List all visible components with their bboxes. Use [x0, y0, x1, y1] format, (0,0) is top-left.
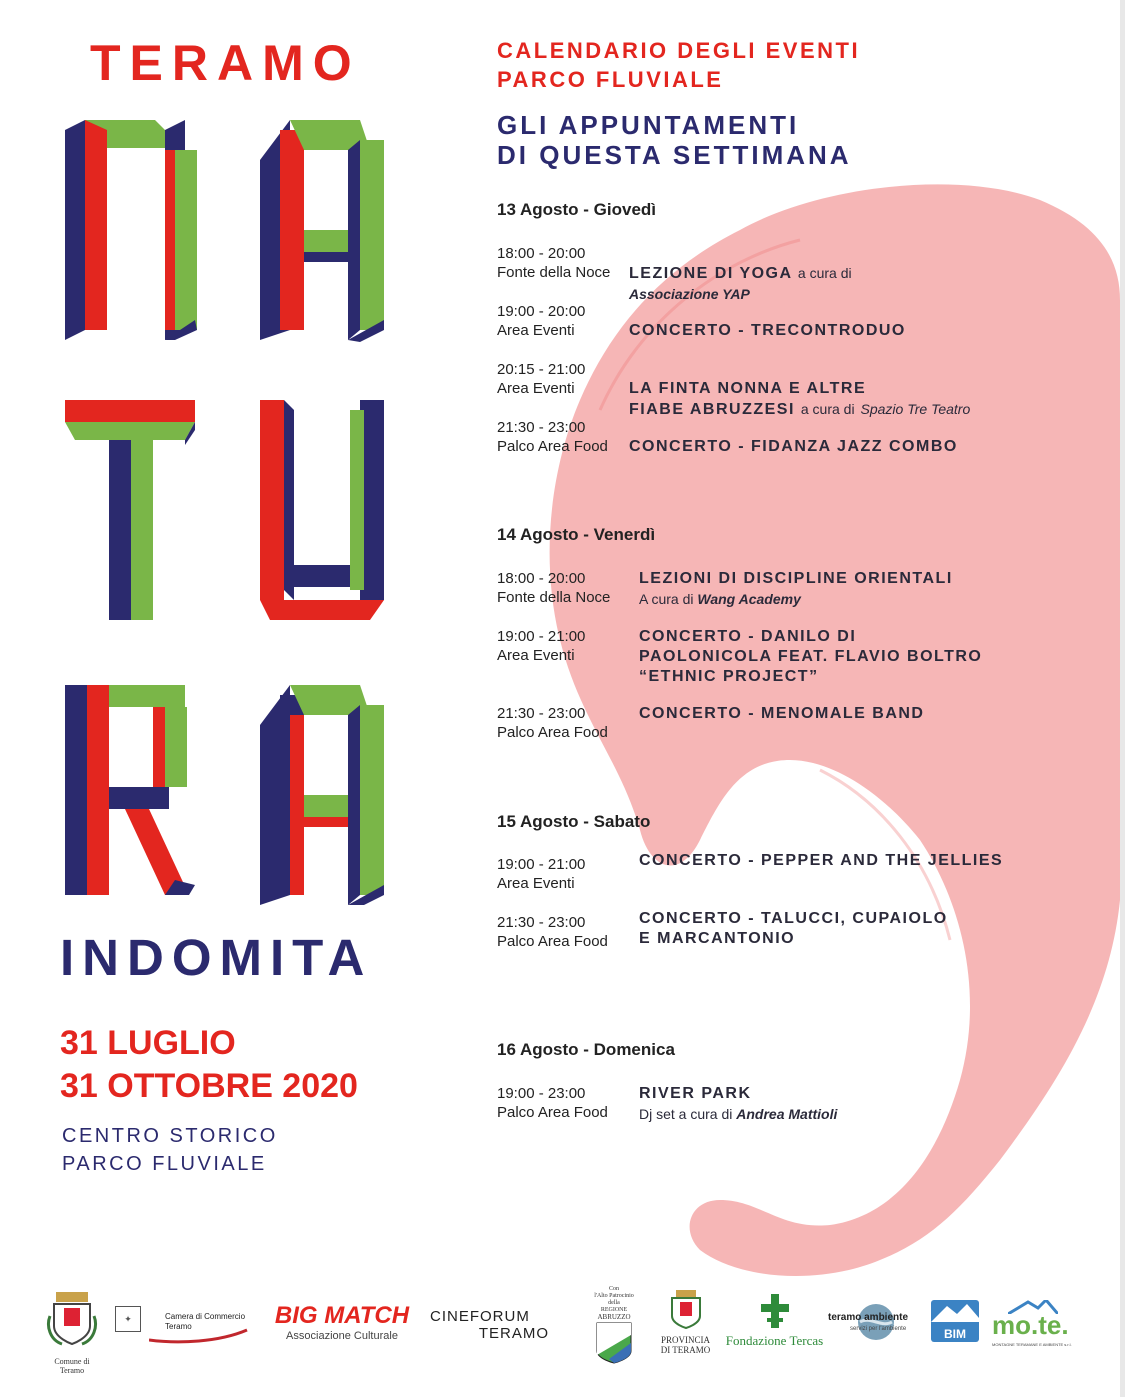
page-edge: [1120, 0, 1125, 1397]
provincia-logo: PROVINCIA DI TERAMO: [658, 1290, 713, 1365]
regione-abruzzo-logo: Con l'Alto Patrocinio della REGIONE ABRUZZO: [588, 1286, 640, 1366]
letter-r: [65, 685, 195, 895]
location-1: CENTRO STORICO: [62, 1125, 278, 1147]
event-time: 19:00 - 23:00 Palco Area Food: [497, 1085, 608, 1121]
calendar-title: CALENDARIO DEGLI EVENTI PARCO FLUVIALE: [497, 38, 861, 92]
event-time: 18:00 - 20:00 Fonte della Noce: [497, 570, 611, 606]
event-title: CONCERTO - TALUCCI, CUPAIOLO E MARCANTONIO: [639, 910, 948, 947]
festival-locations: [62, 1122, 278, 1178]
event-time: 21:30 - 23:00 Palco Area Food: [497, 705, 608, 741]
event-time: 20:15 - 21:00 Area Eventi: [497, 361, 586, 397]
event-title: LA FINTA NONNA E ALTRE FIABE ABRUZZESI a cura di Spazio Tre Teatro: [629, 380, 971, 418]
date-start: 31 LUGLIO: [60, 1024, 236, 1062]
provincia-crest-icon: [668, 1290, 704, 1330]
event-time: 18:00 - 20:00 Fonte della Noce: [497, 245, 611, 281]
mountain-icon: [931, 1300, 979, 1322]
city-title: TERAMO: [90, 35, 361, 91]
camera-commercio-logo: ✦ Camera di Commercio Teramo: [115, 1306, 250, 1346]
event-title: RIVER PARK Dj set a cura di Andrea Mattioli: [639, 1085, 838, 1122]
natura-title-letters: [60, 115, 410, 905]
event-title: CONCERTO - DANILO DI PAOLONICOLA FEAT. FLAVIO BOLTRO “ETHNIC PROJECT”: [639, 628, 983, 685]
event-title: CONCERTO - TRECONTRODUO: [629, 322, 906, 339]
day-heading-15: 15 Agosto - Sabato: [497, 812, 651, 831]
day-heading-16: 16 Agosto - Domenica: [497, 1040, 675, 1059]
letter-n: [65, 120, 197, 340]
date-end: 31 OTTOBRE 2020: [60, 1067, 358, 1105]
letter-u: [260, 400, 384, 620]
event-title: LEZIONE DI YOGA a cura di Associazione YAP: [629, 265, 852, 302]
event-title: CONCERTO - PEPPER AND THE JELLIES: [639, 852, 1004, 869]
week-title: GLI APPUNTAMENTI DI QUESTA SETTIMANA: [497, 110, 852, 170]
subtitle: INDOMITA: [60, 929, 373, 986]
event-title: CONCERTO - FIDANZA JAZZ COMBO: [629, 438, 958, 455]
event-time: 21:30 - 23:00 Palco Area Food: [497, 914, 608, 950]
event-time: 19:00 - 20:00 Area Eventi: [497, 303, 586, 339]
festival-dates: [60, 1022, 358, 1108]
day-heading-14: 14 Agosto - Venerdì: [497, 525, 656, 544]
event-title: CONCERTO - MENOMALE BAND: [639, 705, 925, 722]
day-heading-13: 13 Agosto - Giovedì: [497, 200, 657, 219]
teramo-ambiente-logo: teramo ambiente servizi per l'ambiente: [828, 1302, 923, 1352]
sponsor-logos: [0, 1280, 1120, 1397]
event-time: 19:00 - 21:00 Area Eventi: [497, 856, 586, 892]
cineforum-logo: CINEFORUM TERAMO: [430, 1308, 549, 1342]
event-time: 21:30 - 23:00 Palco Area Food: [497, 419, 608, 455]
mote-logo: mo.te. MONTAGNE TERAMANE E AMBIENTE s.r.l.: [990, 1300, 1085, 1350]
letter-t: [65, 400, 195, 620]
letter-a-2: [260, 685, 384, 905]
regione-shield-icon: [595, 1321, 633, 1365]
big-match-logo: BIG MATCH Associazione Culturale: [274, 1302, 410, 1342]
letter-a-1: [260, 120, 384, 342]
bim-logo: BIM: [931, 1300, 979, 1342]
location-2: PARCO FLUVIALE: [62, 1153, 267, 1175]
tercas-icon: [761, 1294, 789, 1328]
comune-crest-icon: Comune di Teramo: [42, 1286, 102, 1366]
event-title: LEZIONI DI DISCIPLINE ORIENTALI A cura di Wang Academy: [639, 570, 953, 607]
camera-icon: ✦: [115, 1306, 141, 1332]
event-time: 19:00 - 21:00 Area Eventi: [497, 628, 586, 664]
fondazione-tercas-logo: Fondazione Tercas: [722, 1294, 827, 1354]
